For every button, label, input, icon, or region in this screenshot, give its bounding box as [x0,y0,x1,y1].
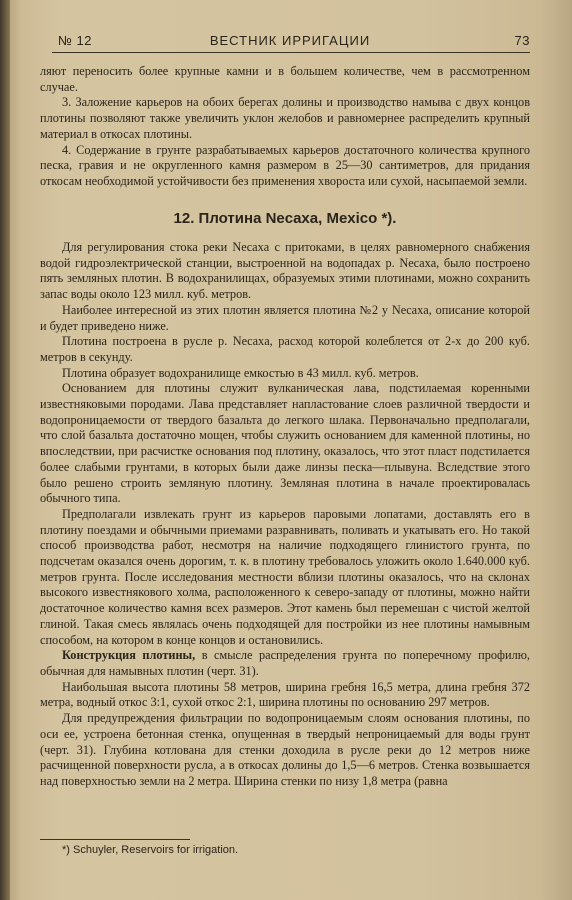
paragraph: Для регулирования стока реки Necaxa с притоками, в целях равномерного снабжения водой гидроэлектрической станции, выстроенной на водопадах р. Necaxa, было построено пять земляных плотин. В водохранилищах, образуемых этими плотинами, можно сохранить запас воды около 123 милл. куб. метров. [40,240,530,302]
paragraph: Наибольшая высота плотины 58 метров, ширина гребня 16,5 метра, длина гребня 372 метра, водный откос 3:1, сухой откос 2:1, ширина плотины по основанию 297 метров. [40,679,530,710]
paragraph: Для предупреждения фильтрации по водопроницаемым слоям основания плотины, по оси ее, устроена бетонная стенка, опущенная в твердый непроницаемый для воды грунт (черт. 31). Глубина котлована для стенки доходила в русле реки до 12 метров ниже расчищенной поверхности русла, а в откосах долины до 1,5—6 метров. Стенка возвышается над поверхностью земли на 2 метра. Ширина стенки по низу 1,8 метра (равна [40,711,530,788]
paragraph: Плотина построена в русле р. Necaxa, расход которой колеблется от 2-х до 200 куб. метров в секунду. [40,334,530,364]
page-number: 73 [514,33,530,48]
footnote-rule [40,839,190,840]
paragraph: 3. Заложение карьеров на обоих берегах долины и производство намыва с двух концов плотины позволяют также увеличить уклон желобов и равномернее распределить крупный материал в откосах плотины. [40,95,530,141]
construction-lead: Конструкция плотины, [62,648,196,663]
running-header [50,33,530,51]
paragraph: Наиболее интересной из этих плотин является плотина №2 у Necaxa, описание которой и будет приведено ниже. [40,302,530,333]
footnote: *) Schuyler, Reservoirs for irrigation. [62,844,239,856]
paragraph: 4. Содержание в грунте разрабатываемых карьеров достаточного количества крупного песка, гравия и не округленного камня размером в 25—30 сантиметров, для придания откосам необходимой устойчивости без применения хвороста или сухой, насыпаемой земли. [40,142,530,188]
journal-title: ВЕСТНИК ИРРИГАЦИИ [209,33,371,48]
paragraph: Основанием для плотины служит вулканическая лава, подстилаемая коренными известняковыми породами. Лава представляет напластование слоев различной твердости и водопроницаемости от твердого базальта до легкого шлака. Первоначально предполагали, что слой базальта достаточно мощен, чтобы служить основанием для каменной плотины, но впоследствии, при расчистке основания под плотину, оказалось, что этот пласт подстилается более слабыми грунтами, в которых были даже линзы песка—плывуна. Вследствие этого было решено строить земляную плотину. Земляная плотина в начале проектировалась обычного типа. [40,381,530,506]
paragraph: Предполагали извлекать грунт из карьеров паровыми лопатами, доставлять его в плотину поездами и обычными приемами разравнивать, поливать и укатывать его. Но такой способ производства работ, несмотря на наличие подходящего глинистого грунта, по подсчетам оказался очень дорогим, т. к. в плотину требовалось уложить около 1.640.000 куб. метров грунта. После исследования местности вблизи плотины оказалось, что на склонах высокого известнякового холма, расположенного к северо-западу от плотины, можно найти достаточное количество камня всех размеров. Этот камень был перемешан с чистой желтой глиной. Такая смесь являлась очень подходящей для постройки из нее плотины намывным способом, на котором в конце концов и остановились. [40,506,530,647]
section-heading: 12. Плотина Necaxa, Mexico *). [173,210,397,227]
paragraph: ляют переносить более крупные камни и в большем количестве, чем в рассмотренном случае. [40,64,530,94]
construction-rest: в смысле распределения грунта по поперечному профилю, обычная для намывных плотин (черт. 31). [40,648,530,678]
paragraph: Плотина образует водохранилище емкостью в 43 милл. куб. метров. [62,365,419,380]
top-paragraphs [40,64,530,190]
construction-paragraph [40,648,530,679]
issue-number: № 12 [58,33,93,48]
header-rule [52,52,530,53]
book-gutter [0,0,10,900]
body-text [40,240,530,790]
